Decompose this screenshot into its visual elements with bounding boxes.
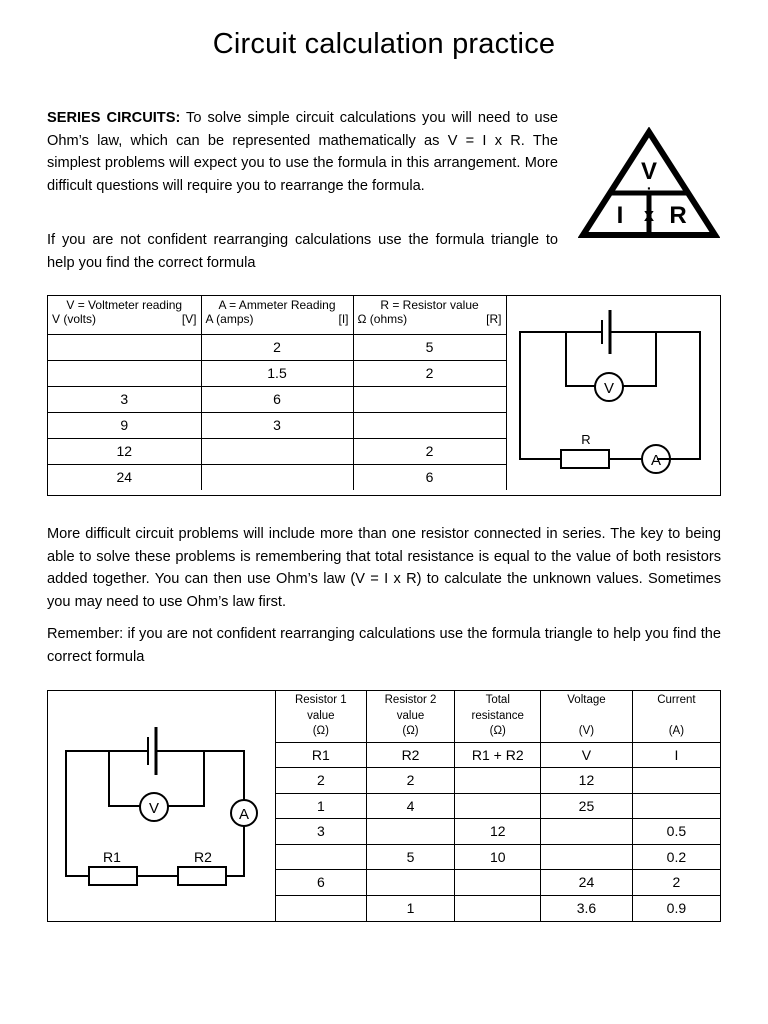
two-resistor-circuit-diagram — [48, 691, 275, 921]
table-cell: 2 — [366, 768, 455, 794]
reminder-paragraph: Remember: if you are not confident rearranging calculations use the formula triangle to help you find the correct formula — [47, 626, 721, 665]
header-line: Current — [657, 694, 696, 706]
header-resistance-symbol: [R] — [486, 312, 502, 326]
header-line: resistance — [471, 709, 524, 722]
table-cell: 12 — [48, 438, 201, 464]
header-voltage — [541, 691, 633, 742]
table-row — [276, 768, 721, 794]
series-circuit-table-block — [47, 295, 721, 496]
triangle-tip: If you are not confident rearranging calculations use the formula triangle to help you find the correct formula — [47, 232, 558, 271]
table-row — [276, 819, 721, 845]
header-line: Total — [485, 694, 510, 706]
header-current — [632, 691, 720, 742]
table-cell: 12 — [455, 819, 541, 845]
table-row — [48, 360, 506, 386]
header-line: (Ω) — [489, 725, 506, 737]
intro-paragraph — [47, 107, 558, 197]
header-current — [201, 296, 353, 334]
header-current-name: A = Ammeter Reading — [218, 298, 336, 312]
table-row — [48, 386, 506, 412]
header-current-unit: A (amps) — [205, 312, 254, 326]
intro-text: To solve simple circuit calculations you will need to use Ohm’s law, which can be represented mathematically as V = I x R. The simplest problems will expect you to use the formula in this arrangement. More difficult questions will require you to rearrange the formula. — [47, 110, 559, 194]
table-row — [276, 844, 721, 870]
table-cell: V — [541, 742, 633, 768]
table-cell: 5 — [353, 334, 506, 360]
table-cell: R1 + R2 — [455, 742, 541, 768]
triangle-i-label: I — [616, 202, 624, 229]
table-cell: 1.5 — [201, 360, 353, 386]
table-cell — [366, 870, 455, 896]
header-resistance-name: R = Resistor value — [380, 298, 479, 312]
triangle-divide-sign: ÷ — [644, 182, 654, 202]
header-line: (V) — [578, 725, 595, 737]
header-resistor1 — [276, 691, 367, 742]
table-row — [48, 464, 506, 490]
table-row — [48, 412, 506, 438]
table-cell: 24 — [541, 870, 633, 896]
table-cell — [541, 819, 633, 845]
table-cell: 0.2 — [632, 844, 720, 870]
table-cell: 12 — [541, 768, 633, 794]
header-line: (Ω) — [312, 725, 329, 737]
header-line: (Ω) — [402, 725, 419, 737]
header-resistor2 — [366, 691, 455, 742]
header-current-symbol: [I] — [338, 312, 349, 326]
simple-circuit-diagram — [506, 296, 720, 495]
table-cell: 2 — [353, 360, 506, 386]
table-cell — [201, 464, 353, 490]
table-cell — [455, 870, 541, 896]
table-cell: R1 — [276, 742, 367, 768]
table-cell: 2 — [201, 334, 353, 360]
table-cell: 3.6 — [541, 895, 633, 921]
table-cell: 25 — [541, 793, 633, 819]
table-cell: 6 — [353, 464, 506, 490]
table-cell: 2 — [353, 438, 506, 464]
ammeter-label: A — [238, 806, 250, 823]
table-cell: 3 — [276, 819, 367, 845]
header-line: Voltage — [567, 694, 606, 706]
table-cell: I — [632, 742, 720, 768]
table-cell — [353, 386, 506, 412]
ohms-law-triangle — [578, 127, 720, 241]
table-row — [48, 334, 506, 360]
table-row — [276, 895, 721, 921]
table-cell — [366, 819, 455, 845]
table-cell — [632, 768, 720, 794]
header-line: value — [307, 709, 335, 722]
table-cell — [541, 844, 633, 870]
header-line: Resistor 1 — [294, 694, 347, 706]
table-cell — [276, 895, 367, 921]
voltmeter-label: V — [603, 380, 615, 397]
voltmeter-label: V — [148, 800, 160, 817]
triangle-r-label: R — [669, 202, 687, 229]
table-cell: 0.5 — [632, 819, 720, 845]
table-cell — [48, 334, 201, 360]
table-cell — [276, 844, 367, 870]
header-line — [541, 709, 632, 725]
header-voltage-unit: V (volts) — [52, 312, 97, 326]
table-cell — [455, 895, 541, 921]
table-row — [276, 870, 721, 896]
header-resistance — [353, 296, 506, 334]
series-circuits-heading: SERIES CIRCUITS: — [47, 110, 181, 126]
table-cell: 4 — [366, 793, 455, 819]
table-cell: 6 — [201, 386, 353, 412]
resistor-label: R — [581, 432, 591, 447]
table-cell — [201, 438, 353, 464]
header-total-resistance — [455, 691, 541, 742]
table-cell: 1 — [366, 895, 455, 921]
header-voltage-name: V = Voltmeter reading — [66, 298, 183, 312]
table-cell — [455, 768, 541, 794]
table-row — [276, 742, 721, 768]
table-row — [276, 793, 721, 819]
triangle-times-sign: x — [643, 205, 655, 225]
table-cell: R2 — [366, 742, 455, 768]
table-cell: 5 — [366, 844, 455, 870]
table-cell: 3 — [201, 412, 353, 438]
header-line — [633, 709, 720, 725]
table-cell — [48, 360, 201, 386]
triangle-v-label: V — [640, 158, 658, 185]
header-line: Resistor 2 — [384, 694, 437, 706]
ohms-law-table — [48, 296, 507, 490]
resistor1-label: R1 — [103, 849, 121, 865]
header-resistance-unit: Ω (ohms) — [357, 312, 408, 326]
table-cell — [632, 793, 720, 819]
table-cell: 10 — [455, 844, 541, 870]
table-cell: 1 — [276, 793, 367, 819]
table-cell — [455, 793, 541, 819]
series-resistors-paragraph: More difficult circuit problems will include more than one resistor connected in series. The key to being able to solve these problems is remembering that total resistance is equal to the value of both resistors added together. You can then use Ohm’s law (V = I x R) to calculate the unknown values. Sometimes you may need to use Ohm’s law first. — [47, 526, 721, 610]
table-cell — [353, 412, 506, 438]
table-cell: 2 — [276, 768, 367, 794]
table-cell: 0.9 — [632, 895, 720, 921]
table-cell: 6 — [276, 870, 367, 896]
table-cell: 24 — [48, 464, 201, 490]
page-title: Circuit calculation practice — [212, 28, 556, 60]
two-resistor-table-block — [47, 690, 721, 922]
table-cell: 2 — [632, 870, 720, 896]
table-row — [48, 438, 506, 464]
table-cell: 3 — [48, 386, 201, 412]
ammeter-label: A — [650, 452, 662, 469]
header-voltage — [48, 296, 201, 334]
table-cell: 9 — [48, 412, 201, 438]
header-line: (A) — [668, 725, 685, 737]
series-resistors-table — [275, 691, 720, 921]
header-line: value — [396, 709, 425, 722]
header-voltage-symbol: [V] — [181, 312, 197, 326]
resistor2-label: R2 — [194, 849, 212, 865]
